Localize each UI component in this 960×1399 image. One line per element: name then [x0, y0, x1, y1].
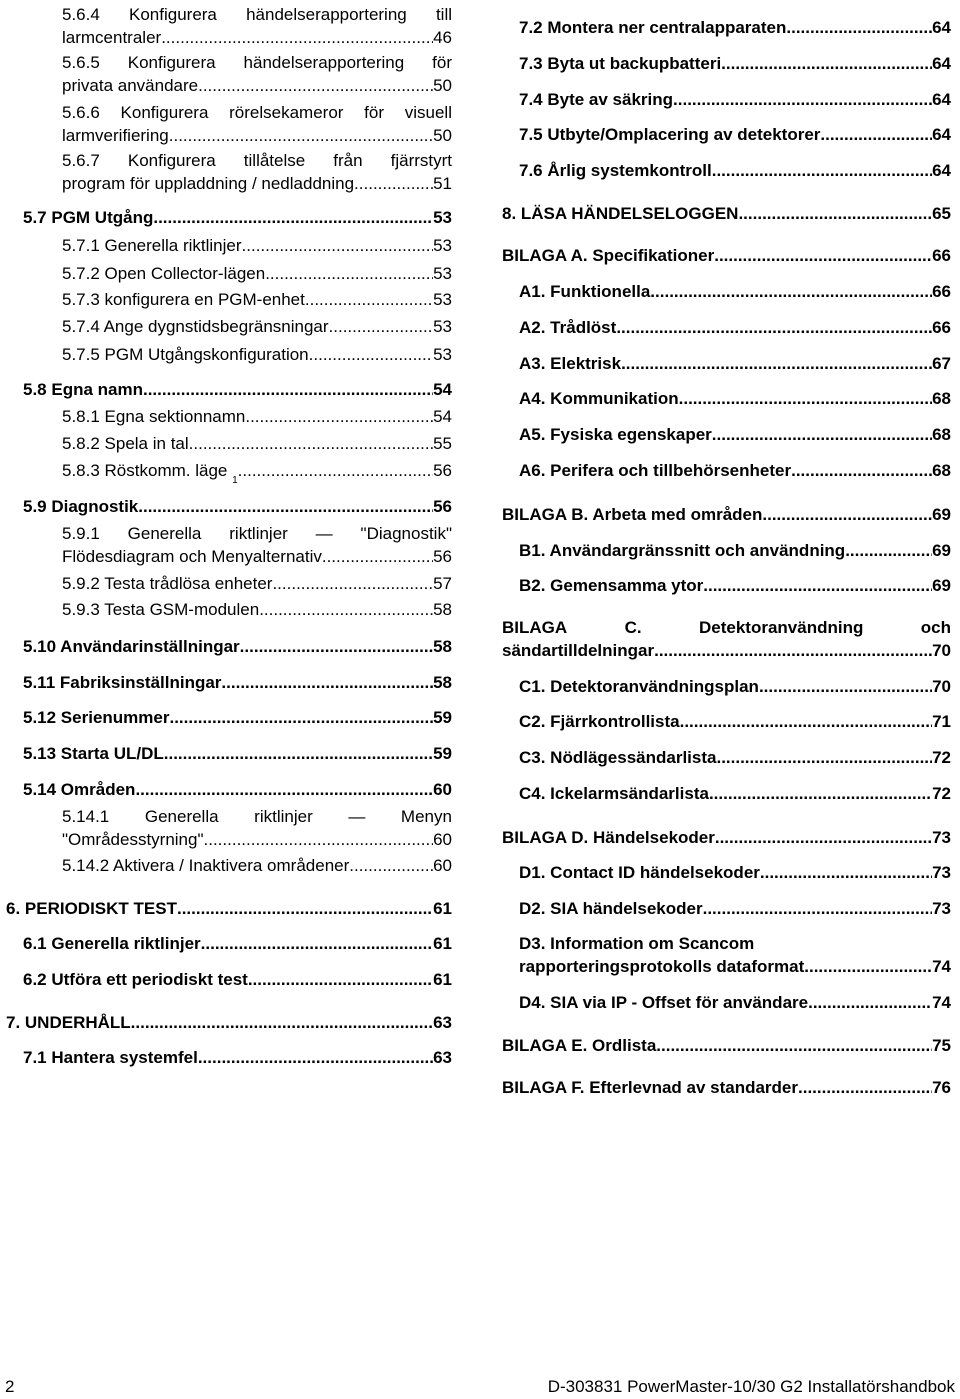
toc-word: och	[920, 618, 951, 637]
dot-leader	[721, 54, 932, 74]
toc-page-number: 64	[932, 125, 951, 144]
toc-word: 5.14.1	[62, 807, 110, 826]
toc-entry-title: "Områdesstyrning"	[62, 830, 204, 849]
toc-page-number: 61	[433, 899, 452, 918]
toc-entry-line	[519, 541, 951, 561]
toc-entry-title: 6.1 Generella riktlinjer	[23, 934, 201, 953]
toc-entry-title: D4. SIA via IP - Offset för användare	[519, 993, 809, 1012]
dot-leader	[238, 461, 433, 481]
toc-entry-line	[519, 784, 951, 804]
toc-page-number: 73	[932, 863, 951, 882]
toc-page-number: 53	[433, 345, 452, 364]
toc-word: Menyn	[400, 807, 452, 826]
toc-word: visuell	[404, 103, 452, 122]
dot-leader	[322, 547, 433, 567]
toc-entry-title: 6.2 Utföra ett periodiskt test	[23, 970, 248, 989]
toc-page-number: 76	[932, 1078, 951, 1097]
toc-page-number: 59	[433, 744, 452, 763]
toc-entry-title: 5.7.2 Open Collector-lägen	[62, 264, 266, 283]
toc-entry-line	[62, 317, 452, 337]
toc-entry-line	[519, 125, 951, 145]
toc-word: "Diagnostik"	[360, 524, 452, 543]
toc-page-number: 59	[433, 708, 452, 727]
toc-page-number: 58	[433, 673, 452, 692]
toc-entry-line	[23, 970, 452, 990]
toc-entry-line	[519, 18, 951, 38]
toc-page-number: 68	[932, 461, 951, 480]
toc-entry-title: 5.7 PGM Utgång	[23, 208, 154, 227]
toc-entry-title: B2. Gemensamma ytor	[519, 576, 704, 595]
toc-entry-line	[62, 600, 452, 620]
toc-entry-title: 7.5 Utbyte/Omplacering av detektorer	[519, 125, 821, 144]
dot-leader	[177, 899, 433, 919]
dot-leader	[169, 708, 433, 728]
toc-page-number: 67	[932, 354, 951, 373]
toc-entry-line	[62, 407, 452, 427]
dot-leader	[143, 380, 433, 400]
toc-page-number: 66	[932, 318, 951, 337]
toc-page-number: 69	[932, 505, 951, 524]
dot-leader	[703, 899, 932, 919]
dot-leader	[169, 126, 433, 146]
toc-page-number: 60	[433, 856, 452, 875]
toc-page-number: 75	[932, 1036, 951, 1055]
dot-leader	[189, 434, 433, 454]
toc-entry-line	[23, 780, 452, 800]
footer-page-number: 2	[5, 1377, 15, 1396]
dot-leader	[240, 637, 433, 657]
toc-word: 5.9.1	[62, 524, 100, 543]
toc-entry-line	[519, 425, 951, 445]
dot-leader	[808, 993, 932, 1013]
dot-leader	[153, 208, 433, 228]
toc-word: 5.6.6	[62, 103, 100, 122]
toc-entry-line	[519, 461, 951, 481]
toc-entry-line-2	[62, 547, 452, 567]
toc-entry-title: A6. Perifera och tillbehörsenheter	[519, 461, 792, 480]
toc-page-number: 60	[433, 830, 452, 849]
dot-leader	[786, 18, 932, 38]
toc-entry-title: 7.4 Byte av säkring	[519, 90, 674, 109]
toc-entry-title: A3. Elektrisk	[519, 354, 622, 373]
toc-page-number: 56	[433, 461, 452, 480]
dot-leader	[712, 425, 932, 445]
toc-page-number: 58	[433, 637, 452, 656]
toc-page-number: 56	[433, 497, 452, 516]
dot-leader	[738, 204, 932, 224]
toc-word: riktlinjer	[229, 524, 288, 543]
toc-entry-line	[23, 380, 452, 400]
toc-entry-line	[519, 712, 951, 732]
toc-entry-title: sändartilldelningar	[502, 641, 655, 660]
dot-leader	[654, 641, 932, 661]
toc-entry-line	[23, 208, 452, 228]
toc-entry-line-2	[62, 76, 452, 96]
toc-entry-line	[519, 161, 951, 181]
toc-page-number: 57	[433, 574, 452, 593]
toc-entry-title: BILAGA F. Efterlevnad av standarder	[502, 1078, 799, 1097]
toc-word: riktlinjer	[254, 807, 313, 826]
toc-entry-line	[519, 993, 951, 1013]
toc-page-number: 72	[932, 748, 951, 767]
toc-page-number: 61	[433, 934, 452, 953]
toc-entry-title: privata användare	[62, 76, 199, 95]
dot-leader	[798, 1078, 932, 1098]
toc-entry-line	[502, 828, 951, 848]
toc-entry-title: 8. LÄSA HÄNDELSELOGGEN	[502, 204, 739, 223]
toc-entry-line	[23, 744, 452, 764]
toc-page-number: 60	[433, 780, 452, 799]
dot-leader	[680, 712, 932, 732]
toc-word: händelserapportering	[243, 53, 405, 72]
toc-entry-title: 5.9.2 Testa trådlösa enheter	[62, 574, 273, 593]
toc-entry-title: C2. Fjärrkontrollista	[519, 712, 680, 731]
dot-leader	[135, 780, 433, 800]
toc-word: C.	[624, 618, 642, 637]
toc-entry-line	[519, 318, 951, 338]
toc-entry-title: 5.7.1 Generella riktlinjer	[62, 236, 242, 255]
dot-leader	[616, 318, 932, 338]
toc-entry-line	[519, 354, 951, 374]
dot-leader	[265, 264, 433, 284]
toc-entry-line-1	[502, 618, 951, 638]
toc-entry-line	[23, 637, 452, 657]
toc-word: Generella	[144, 807, 219, 826]
toc-entry-title: C3. Nödlägessändarlista	[519, 748, 717, 767]
toc-entry-line	[519, 282, 951, 302]
toc-word: —	[348, 807, 366, 826]
toc-page-number: 53	[433, 208, 452, 227]
dot-leader	[161, 28, 433, 48]
toc-page-number: 46	[433, 28, 452, 47]
toc-page-number: 69	[932, 576, 951, 595]
toc-entry-line	[519, 677, 951, 697]
toc-entry-line	[519, 576, 951, 596]
footer-document-id: D-303831 PowerMaster-10/30 G2 Installatörshandbok	[547, 1377, 955, 1396]
toc-page-number: 53	[433, 236, 452, 255]
toc-page-number: 56	[433, 547, 452, 566]
dot-leader	[716, 748, 932, 768]
dot-leader	[198, 1048, 433, 1068]
toc-entry-line-2	[62, 830, 452, 850]
toc-entry-title: A1. Funktionella	[519, 282, 651, 301]
toc-entry-title: 5.8.2 Spela in tal	[62, 434, 189, 453]
toc-entry-line	[62, 574, 452, 594]
toc-page-number: 53	[433, 317, 452, 336]
dot-leader	[305, 290, 433, 310]
toc-entry-title: 5.8.1 Egna sektionnamn	[62, 407, 246, 426]
dot-leader	[621, 354, 932, 374]
toc-entry-title: 5.11 Fabriksinställningar	[23, 673, 222, 692]
toc-entry-line	[62, 434, 452, 454]
toc-page-number: 73	[932, 899, 951, 918]
dot-leader	[204, 830, 434, 850]
toc-word: fjärrstyrt	[390, 151, 452, 170]
toc-page-number: 74	[932, 957, 951, 976]
toc-entry-line-2	[62, 28, 452, 48]
dot-leader	[845, 541, 932, 561]
toc-page-number: 53	[433, 264, 452, 283]
dot-leader	[804, 957, 932, 977]
dot-leader	[138, 497, 433, 517]
toc-entry-title: larmcentraler	[62, 28, 162, 47]
dot-leader	[715, 828, 932, 848]
toc-page-number: 73	[932, 828, 951, 847]
toc-page-number: 63	[433, 1048, 452, 1067]
toc-word: Konfigurera	[127, 151, 216, 170]
toc-entry-title: larmverifiering	[62, 126, 169, 145]
toc-word: från	[333, 151, 363, 170]
toc-entry-line	[23, 673, 452, 693]
toc-entry-title: C1. Detektoranvändningsplan	[519, 677, 759, 696]
toc-entry-title: Flödesdiagram och Menyalternativ	[62, 547, 322, 566]
dot-leader	[349, 856, 433, 876]
dot-leader	[198, 76, 433, 96]
toc-page-number: 61	[433, 970, 452, 989]
toc-page-number: 55	[433, 434, 452, 453]
toc-page-number: 70	[932, 677, 951, 696]
toc-page-number: 72	[932, 784, 951, 803]
dot-leader	[703, 576, 932, 596]
dot-leader	[791, 461, 932, 481]
dot-leader	[259, 600, 433, 620]
toc-entry-title: 5.7.4 Ange dygnstidsbegränsningar	[62, 317, 329, 336]
toc-entry-line	[62, 856, 452, 876]
dot-leader	[221, 673, 433, 693]
toc-entry-title: 5.14 Områden	[23, 780, 136, 799]
toc-entry-title: 5.10 Användarinställningar	[23, 637, 240, 656]
toc-entry-title: program för uppladdning / nedladdning	[62, 174, 355, 193]
toc-entry-line-1	[62, 807, 452, 827]
toc-entry-line	[62, 345, 452, 365]
toc-entry-title: rapporteringsprotokolls dataformat	[519, 957, 805, 976]
toc-page-number: 69	[932, 541, 951, 560]
toc-entry-title: 5.7.3 konfigurera en PGM-enhet	[62, 290, 305, 309]
toc-word: —	[315, 524, 333, 543]
toc-entry-line: 5.8.3 Röstkomm. läge 1 ..... 56	[62, 461, 452, 481]
toc-entry-line	[519, 748, 951, 768]
toc-entry-line-1	[62, 151, 452, 171]
toc-entry-line-2	[62, 174, 452, 194]
toc-entry-line-2	[502, 641, 951, 661]
toc-entry-line	[519, 899, 951, 919]
toc-word: Generella	[127, 524, 202, 543]
toc-word: Detektoranvändning	[698, 618, 864, 637]
toc-word: till	[435, 5, 452, 24]
dot-leader	[354, 174, 433, 194]
toc-entry-title: BILAGA B. Arbeta med områden	[502, 505, 763, 524]
dot-leader	[712, 161, 932, 181]
toc-entry-line	[502, 505, 951, 525]
toc-page-number: 68	[932, 425, 951, 444]
toc-word: Konfigurera	[120, 103, 209, 122]
toc-entry-line	[23, 934, 452, 954]
toc-entry-line	[62, 290, 452, 310]
toc-entry-line	[62, 264, 452, 284]
toc-entry-title: 5.7.5 PGM Utgångskonfiguration	[62, 345, 309, 364]
toc-entry-title: 5.8 Egna namn	[23, 380, 143, 399]
toc-word: 5.6.5	[62, 53, 100, 72]
dot-leader	[242, 236, 434, 256]
toc-page-number: 63	[433, 1013, 452, 1032]
dot-leader	[759, 677, 932, 697]
toc-word: Konfigurera	[129, 5, 217, 24]
toc-page-number: 64	[932, 90, 951, 109]
toc-entry-title: A2. Trådlöst	[519, 318, 617, 337]
toc-entry-title: B1. Användargränssnitt och användning	[519, 541, 846, 560]
toc-entry-title: BILAGA D. Händelsekoder	[502, 828, 715, 847]
toc-entry-line-1	[62, 103, 452, 123]
toc-entry-title: C4. Ickelarmsändarlista	[519, 784, 709, 803]
toc-entry-title: 5.12 Serienummer	[23, 708, 170, 727]
toc-word: rörelsekameror	[229, 103, 344, 122]
toc-entry-title: D2. SIA händelsekoder	[519, 899, 703, 918]
dot-leader	[131, 1013, 433, 1033]
toc-entry-line-1	[62, 53, 452, 73]
toc-entry-line	[23, 1048, 452, 1068]
toc-page-number: 50	[433, 76, 452, 95]
toc-word: händelserapportering	[246, 5, 407, 24]
dot-leader	[656, 1036, 932, 1056]
toc-entry-line	[502, 246, 951, 266]
toc-page-number: 66	[932, 282, 951, 301]
toc-entry-line	[502, 1036, 951, 1056]
dot-leader	[679, 389, 932, 409]
toc-word: BILAGA	[502, 618, 568, 637]
toc-entry-line	[519, 54, 951, 74]
dot-leader	[760, 863, 932, 883]
toc-entry-title: 5.9 Diagnostik	[23, 497, 139, 516]
toc-entry-line-1: D3. Information om Scancom	[519, 934, 755, 953]
toc-page-number: 58	[433, 600, 452, 619]
toc-entry-line	[23, 708, 452, 728]
dot-leader	[709, 784, 932, 804]
toc-page-number: 54	[433, 407, 452, 426]
toc-word: för	[364, 103, 385, 122]
toc-entry-line	[23, 497, 452, 517]
toc-page-number: 70	[932, 641, 951, 660]
toc-page-number: 66	[932, 246, 951, 265]
toc-entry-line	[519, 863, 951, 883]
toc-entry-line	[6, 1013, 452, 1033]
toc-word: 5.6.7	[62, 151, 100, 170]
toc-page-number: 53	[433, 290, 452, 309]
dot-leader	[762, 505, 932, 525]
dot-leader	[201, 934, 433, 954]
toc-page-number: 51	[433, 174, 452, 193]
dot-leader	[164, 744, 433, 764]
toc-page-number: 50	[433, 126, 452, 145]
toc-page-number: 64	[932, 161, 951, 180]
toc-entry-line-1	[62, 524, 452, 544]
dot-leader	[272, 574, 433, 594]
toc-entry-line	[519, 389, 951, 409]
toc-entry-title: 5.14.2 Aktivera / Inaktivera områdener	[62, 856, 350, 875]
toc-entry-title: 7.2 Montera ner centralapparaten	[519, 18, 787, 37]
toc-entry-title: 7.1 Hantera systemfel	[23, 1048, 198, 1067]
toc-word: för	[432, 53, 452, 72]
toc-word: Konfigurera	[127, 53, 216, 72]
toc-word: tillåtelse	[243, 151, 306, 170]
toc-page-number: 64	[932, 18, 951, 37]
dot-leader	[248, 970, 433, 990]
toc-page-number: 68	[932, 389, 951, 408]
toc-page-number: 71	[932, 712, 951, 731]
toc-entry-title: A4. Kommunikation	[519, 389, 679, 408]
toc-entry-line	[502, 204, 951, 224]
toc-entry-title: 7. UNDERHÅLL	[6, 1013, 131, 1032]
toc-entry-title: 5.8.3 Röstkomm. läge	[62, 461, 228, 480]
toc-entry-line	[502, 1078, 951, 1098]
dot-leader	[650, 282, 932, 302]
toc-entry-title: BILAGA A. Specifikationer	[502, 246, 715, 265]
dot-leader	[309, 345, 433, 365]
toc-page-number: 65	[932, 204, 951, 223]
toc-entry-title: 7.3 Byta ut backupbatteri	[519, 54, 722, 73]
toc-entry-title: 5.13 Starta UL/DL	[23, 744, 164, 763]
toc-entry-title: 6. PERIODISKT TEST	[6, 899, 177, 918]
dot-leader	[329, 317, 434, 337]
toc-entry-title: BILAGA E. Ordlista	[502, 1036, 657, 1055]
dot-leader	[820, 125, 932, 145]
toc-page-number: 74	[932, 993, 951, 1012]
dot-leader	[245, 407, 433, 427]
toc-entry-line	[6, 899, 452, 919]
toc-entry-title: 7.6 Årlig systemkontroll	[519, 161, 712, 180]
toc-page-number: 54	[433, 380, 452, 399]
toc-entry-title: D1. Contact ID händelsekoder	[519, 863, 760, 882]
toc-entry-title: 5.9.3 Testa GSM-modulen	[62, 600, 260, 619]
toc-entry-line-2	[62, 126, 452, 146]
toc-entry-line-1	[62, 5, 452, 25]
toc-entry-title: A5. Fysiska egenskaper	[519, 425, 712, 444]
toc-entry-line	[519, 90, 951, 110]
dot-leader	[714, 246, 932, 266]
toc-page-number: 64	[932, 54, 951, 73]
toc-entry-line	[62, 236, 452, 256]
dot-leader	[673, 90, 932, 110]
toc-word: 5.6.4	[62, 5, 100, 24]
toc-entry-line-2	[519, 957, 951, 977]
